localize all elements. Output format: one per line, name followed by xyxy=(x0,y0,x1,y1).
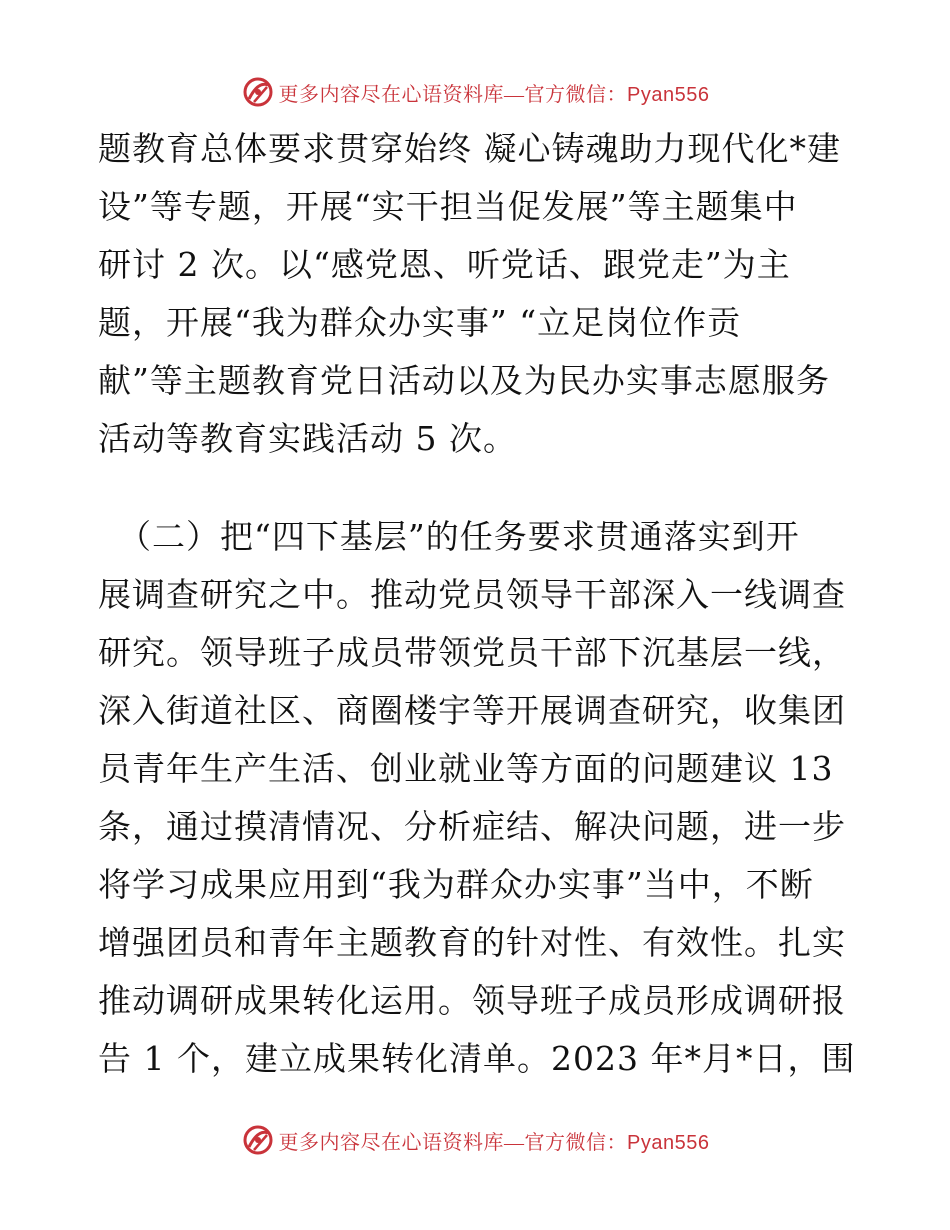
text-line: 研讨 2 次。以“感党恩、听党话、跟党走”为主 xyxy=(98,245,791,284)
wechat-handle: Pyan556 xyxy=(627,1131,710,1154)
banner-text: 更多内容尽在心语资料库—官方微信：Pyan556 xyxy=(278,1131,710,1154)
text-line: 深入街道社区、商圈楼宇等开展调查研究，收集团 xyxy=(98,691,846,730)
text-line: 推动调研成果转化运用。领导班子成员形成调研报 xyxy=(98,981,846,1020)
paragraph-gap xyxy=(98,468,858,508)
text-line: 展调查研究之中。推动党员领导干部深入一线调查 xyxy=(98,575,846,614)
header-banner xyxy=(0,72,950,112)
text-line: 设”等专题，开展“实干担当促发展”等主题集中 xyxy=(98,187,798,226)
text-line: 条，通过摸清情况、分析症结、解决问题，进一步 xyxy=(98,807,846,846)
text-line: 题，开展“我为群众办实事” “立足岗位作贡 xyxy=(98,303,742,342)
text-line: 献”等主题教育党日活动以及为民办实事志愿服务 xyxy=(98,361,830,400)
text-line: 员青年生产生活、创业就业等方面的问题建议 13 xyxy=(98,749,834,788)
text-line: 告 1 个，建立成果转化清单。2023 年*月*日，围 xyxy=(98,1039,856,1078)
text-line: （二）把“四下基层”的任务要求贯通落实到开 xyxy=(118,517,800,556)
banner-text: 更多内容尽在心语资料库—官方微信：Pyan556 xyxy=(278,83,710,106)
text-line: 研究。领导班子成员带领党员干部下沉基层一线， xyxy=(98,633,846,672)
text-line: 将学习成果应用到“我为群众办实事”当中，不断 xyxy=(98,865,814,904)
text-line: 题教育总体要求贯穿始终 凝心铸魂助力现代化*建 xyxy=(98,129,841,168)
text-line: 活动等教育实践活动 5 次。 xyxy=(98,419,517,458)
logo-icon xyxy=(241,1123,275,1157)
text-line: 增强团员和青年主题教育的针对性、有效性。扎实 xyxy=(98,923,846,962)
wechat-handle: Pyan556 xyxy=(627,83,710,106)
logo-icon xyxy=(241,75,275,109)
paragraph-1 xyxy=(98,120,858,468)
paragraph-2 xyxy=(98,508,858,1088)
document-body xyxy=(98,120,858,1088)
footer-banner xyxy=(0,1120,950,1160)
